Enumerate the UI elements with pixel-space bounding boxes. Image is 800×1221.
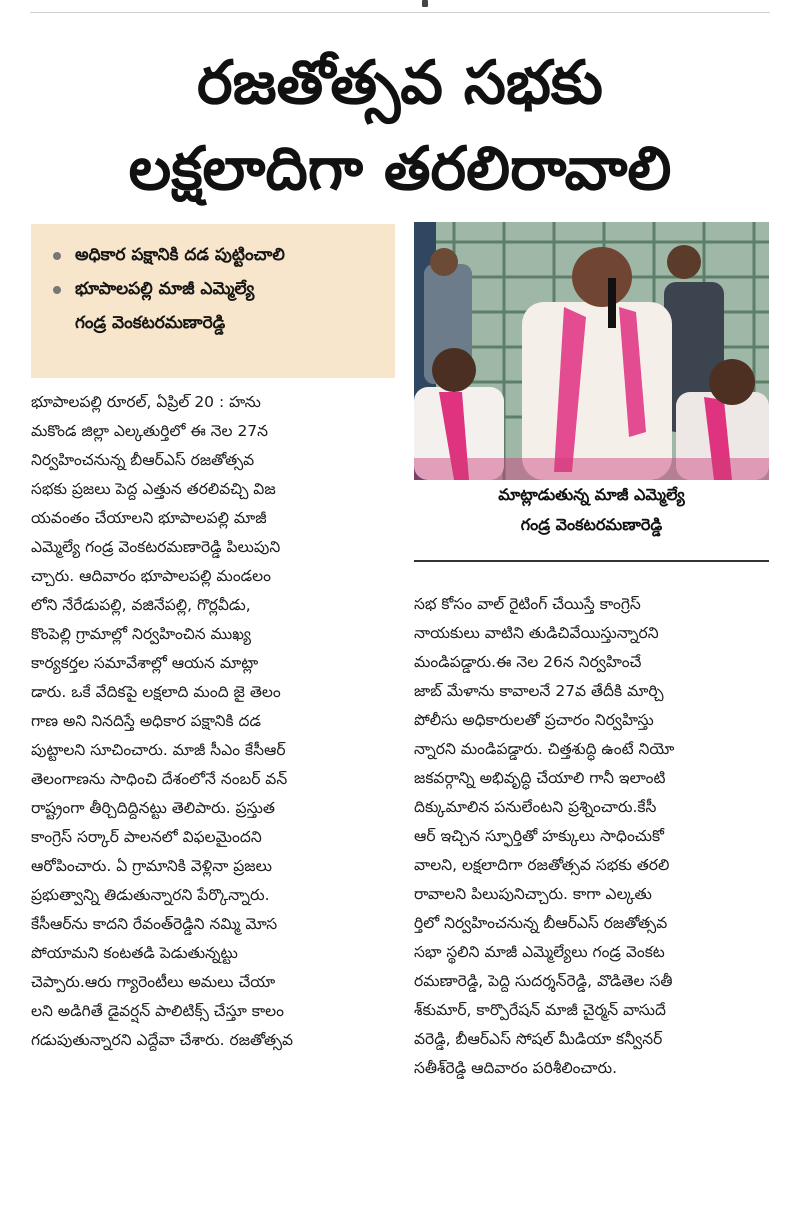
headline [0,40,800,212]
body-text-line: కొంపెల్లి గ్రామాల్లో నిర్వహించిన ముఖ్య [31,625,251,643]
body-text-line: సభకు ప్రజలు పెద్ద ఎత్తున తరలివచ్చి విజ [31,480,276,498]
article-body-right [414,590,769,1083]
body-text-line: శ్‌కుమార్, కార్పొరేషన్ మాజీ చైర్మన్ వాసుదే [414,1001,666,1019]
highlights-box [31,224,395,378]
headline-line-1: రజతోత్సవ సభకు [197,48,603,118]
body-text-line: సభ కోసం వాల్ రైటింగ్ చేయిస్తే కాంగ్రెస్ [414,595,641,613]
body-text-line: చ్చారు. ఆదివారం భూపాలపల్లి మండలం [31,567,271,585]
body-text-line: సభా స్థలిని మాజీ ఎమ్మెల్యేలు గండ్ర వెంకట [414,943,665,961]
body-text-line: కాంగ్రెస్ సర్కార్ పాలనలో విఫలమైందని [31,828,262,846]
body-text-line: పోయామని కంటతడి పెడుతున్నట్టు [31,944,238,962]
photo-illustration [414,222,769,480]
body-text-line: పుట్టాలని సూచించారు. మాజీ సీఎం కేసీఆర్ [31,741,286,759]
body-text-line: యవంతం చేయాలని భూపాలపల్లి మాజీ [31,509,267,527]
news-photo [414,222,769,480]
body-text-line: డారు. ఒకే వేదికపై లక్షలాది మంది జై తెలం [31,683,281,701]
bullet-icon [53,286,61,294]
body-text-line: కేసీఆర్‌ను కాదని రేవంత్‌రెడ్డిని నమ్మి మోస [31,915,278,933]
body-text-line: ర్తిలో నిర్వహించనున్న బీఆర్ఎస్ రజతోత్సవ [414,914,668,932]
body-text-line: పోలీసు అధికారులతో ప్రచారం నిర్వహిస్తు [414,711,654,729]
body-text-line: మండిపడ్డారు.ఈ నెల 26న నిర్వహించే [414,653,642,671]
body-text-line: వరెడ్డి, బీఆర్ఎస్ సోషల్ మీడియా కన్వీనర్ [414,1030,663,1048]
highlight-text: భూపాలపల్లి మాజీ ఎమ్మెల్యే [75,279,255,299]
body-text-line: ఎమ్మెల్యే గండ్ర వెంకటరమణారెడ్డి పిలుపుని [31,538,281,556]
highlight-text: అధికార పక్షానికి దడ పుట్టించాలి [75,245,285,265]
body-text-line: భూపాలపల్లి రూరల్, ఏప్రిల్ 20 : హను [31,393,261,411]
body-text-line: జాబ్ మేళాను కావాలనే 27వ తేదీకి మార్చి [414,682,664,700]
body-text-line: నాయకులు వాటిని తుడిచివేయిస్తున్నారని [414,624,659,642]
body-text-line: సతీశ్‌రెడ్డి ఆదివారం పరిశీలించారు. [414,1059,618,1077]
top-rule [30,0,770,13]
highlight-item [53,238,379,272]
body-text-line: జకవర్గాన్ని అభివృద్ధి చేయాలి గానీ ఇలాంటి [414,769,666,787]
body-text-line: మకొండ జిల్లా ఎల్కతుర్తిలో ఈ నెల 27న [31,422,269,440]
body-text-line: రావాలని పిలుపునిచ్చారు. కాగా ఎల్కతు [414,885,652,903]
article-body-left [31,388,392,1055]
body-text-line: రాష్ట్రంగా తీర్చిదిద్దినట్టు తెలిపారు. ప్రస్తుత [31,799,275,817]
body-text-line: లని అడిగితే డైవర్షన్ పాలిటిక్స్ చేస్తూ కాలం [31,1002,285,1020]
highlight-item [53,272,379,306]
body-text-line: గడుపుతున్నారని ఎద్దేవా చేశారు. రజతోత్సవ [31,1031,294,1049]
bullet-icon [53,252,61,260]
body-text-line: న్నారని మండిపడ్డారు. చిత్తశుద్ధి ఉంటే నియో [414,740,675,758]
headline-line-2: లక్షలాదిగా తరలిరావాలి [128,134,672,204]
caption-line-1: మాట్లాడుతున్న మాజీ ఎమ్మెల్యే [498,485,685,504]
caption-line-2: గండ్ర వెంకటరమణారెడ్డి [520,515,663,534]
photo-caption [414,480,769,562]
body-text-line: గాణ అని నినదిస్తే అధికార పక్షానికి దడ [31,712,261,730]
body-text-line: లోని నేరేడుపల్లి, వజినేపల్లి, గొర్లవీడు, [31,596,251,614]
body-text-line: దిక్కుమాలిన పనులేంటని ప్రశ్నించారు.కేసీ [414,798,657,816]
body-text-line: రమణారెడ్డి, పెద్ది సుదర్శన్‌రెడ్డి, వొడితెల సతీ [414,972,673,990]
rule-marker [422,0,428,7]
body-text-line: చెప్పారు.ఆరు గ్యారెంటీలు అమలు చేయా [31,973,276,991]
body-text-line: కార్యకర్తల సమావేశాల్లో ఆయన మాట్లా [31,654,259,672]
body-text-line: ఆర్ ఇచ్చిన స్ఫూర్తితో హక్కులు సాధించుకో [414,827,664,845]
body-text-line: వాలని, లక్షలాదిగా రజతోత్సవ సభకు తరలి [414,856,670,874]
body-text-line: తెలంగాణను సాధించి దేశంలోనే నంబర్ వన్ [31,770,288,788]
body-text-line: ఆరోపించారు. ఏ గ్రామానికి వెళ్లినా ప్రజలు [31,857,272,875]
body-text-line: నిర్వహించనున్న బీఆర్ఎస్ రజతోత్సవ [31,451,255,469]
body-text-line: ప్రభుత్వాన్ని తిడుతున్నారని పేర్కొన్నారు. [31,886,270,904]
highlight-text-continued: గండ్ర వెంకటరమణారెడ్డి [75,313,226,333]
